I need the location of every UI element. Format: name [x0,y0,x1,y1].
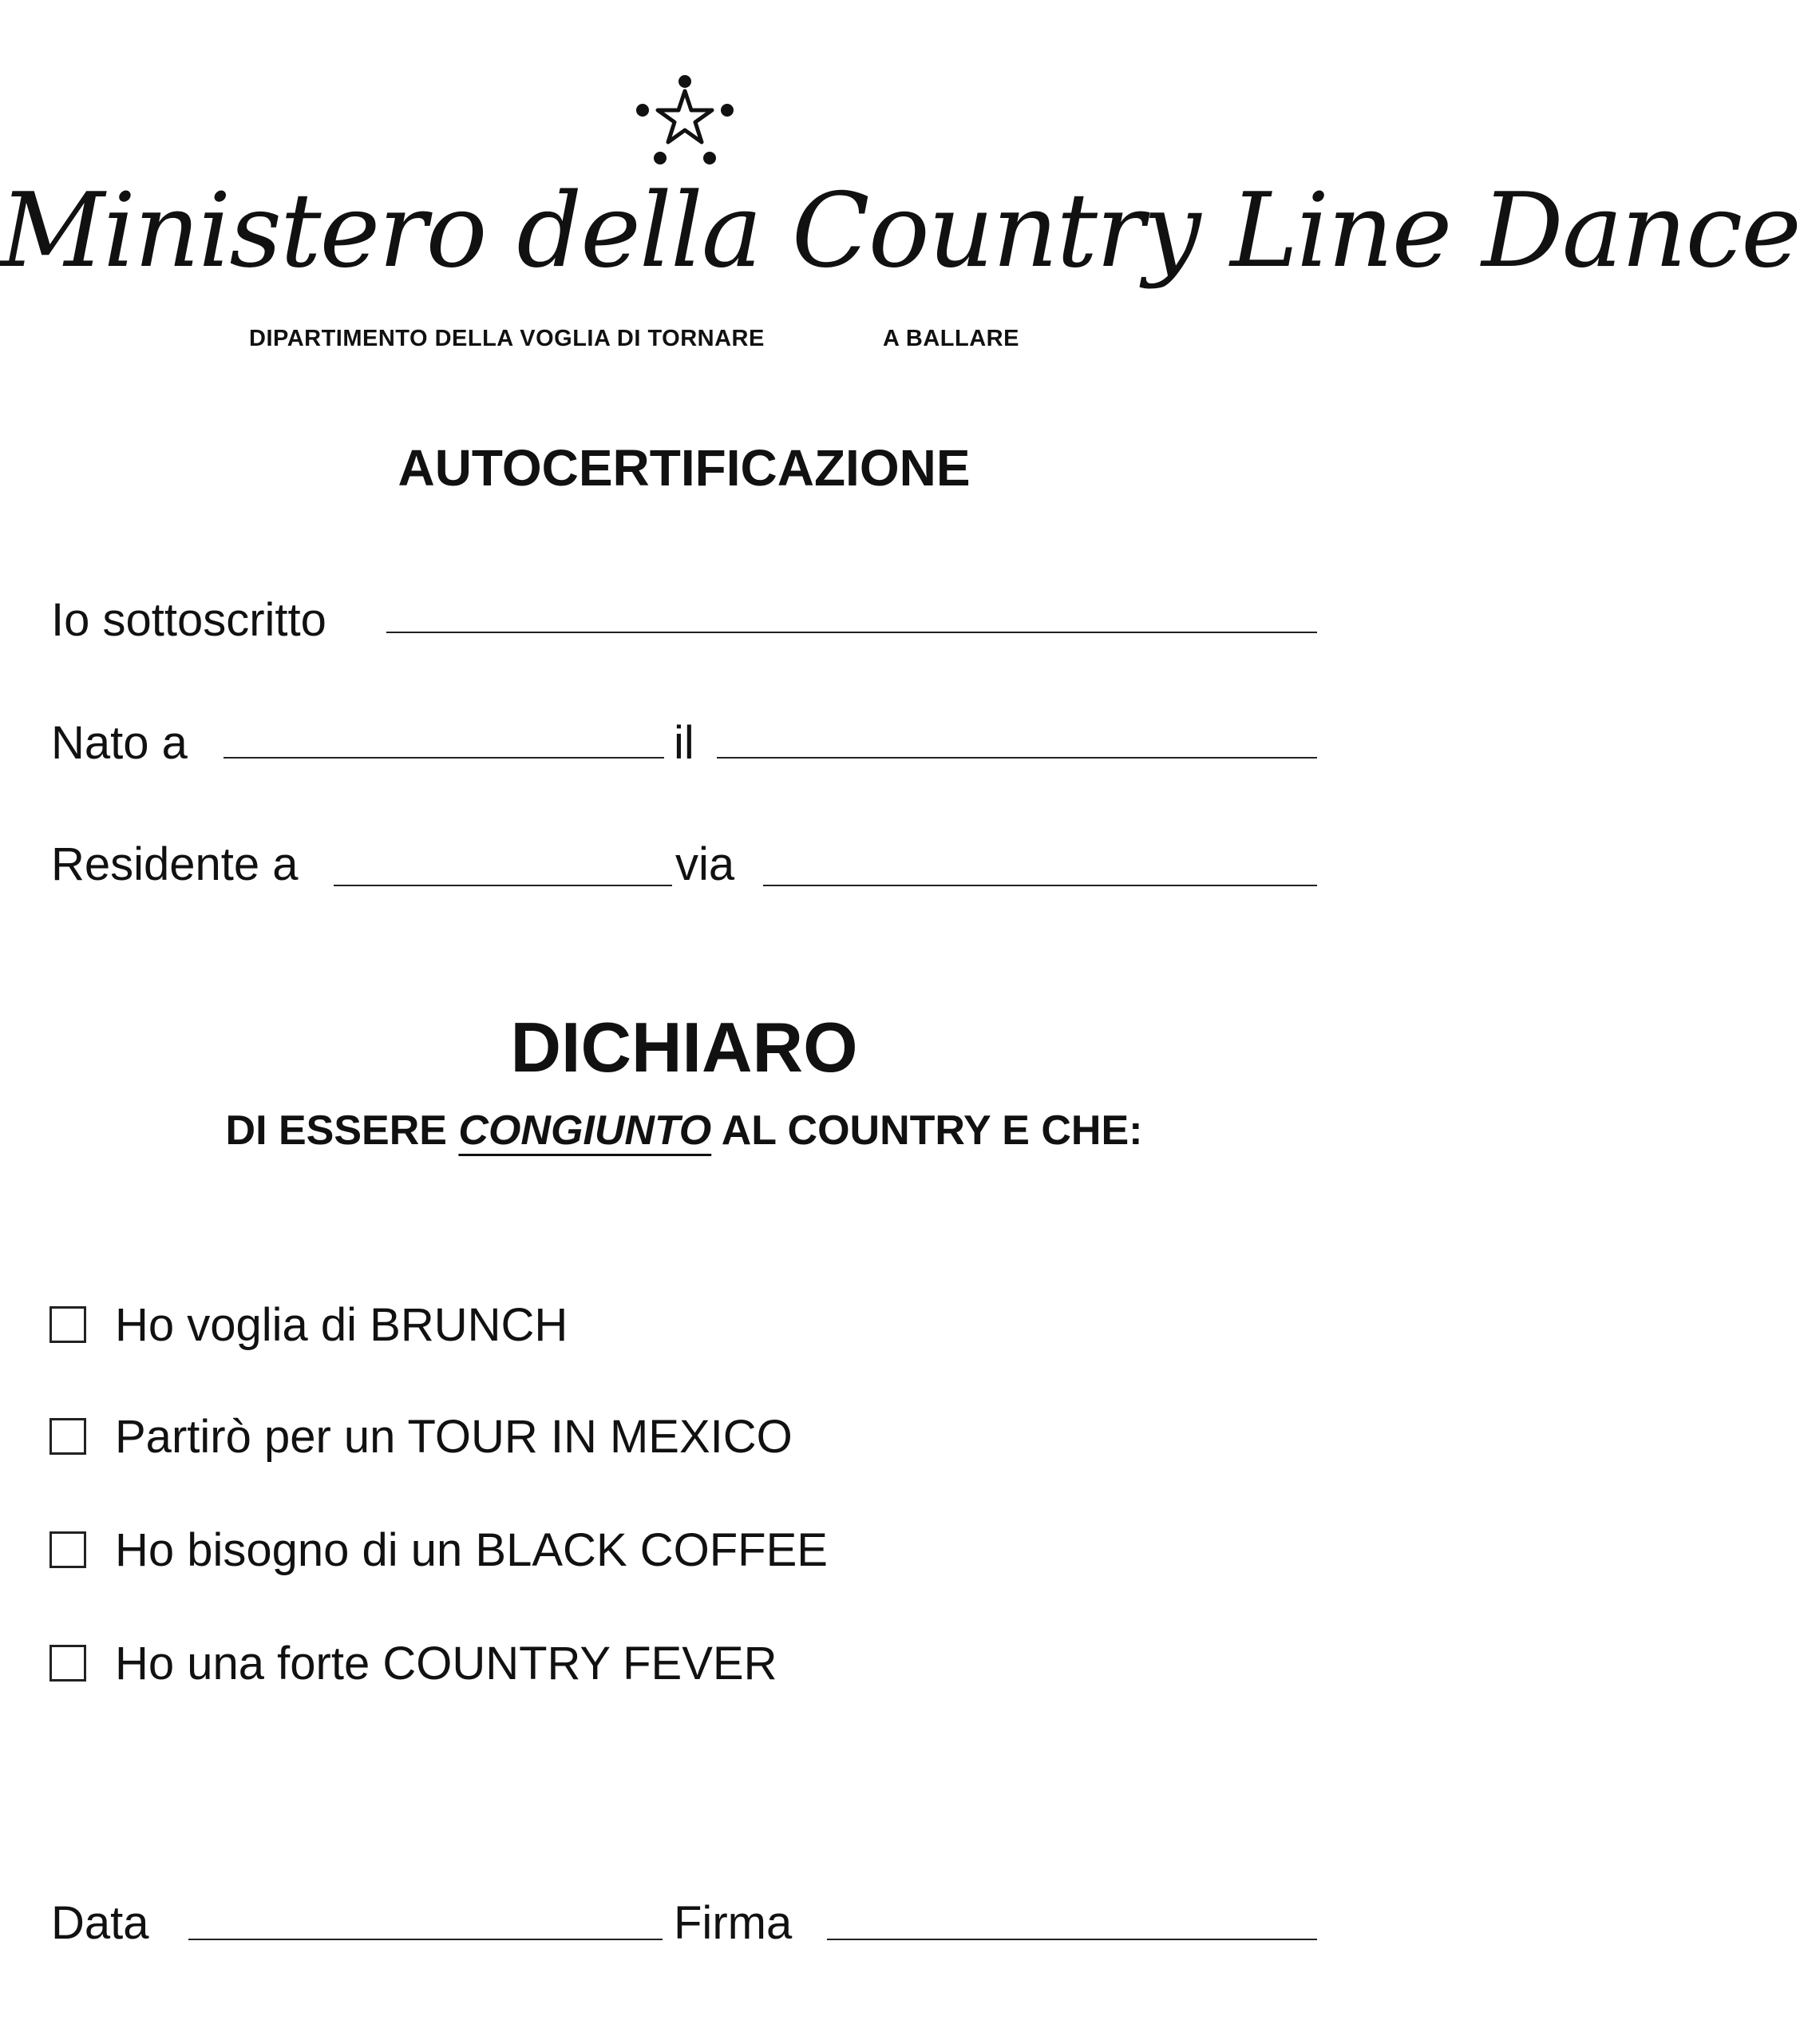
declaration-sub-emphasis: CONGIUNTO [458,1107,712,1154]
signature-label: Firma [674,1897,793,1949]
checkbox[interactable] [49,1645,86,1682]
birthplace-input-line[interactable] [224,757,664,759]
declaration-subheading [0,1105,1368,1156]
signature-input-line[interactable] [827,1939,1317,1940]
date-of-birth-label: il [674,717,694,769]
declaration-sub-before: DI ESSERE [225,1107,459,1154]
street-label: via [675,838,735,890]
born-label: Nato a [51,717,188,769]
option-row[interactable] [49,1522,828,1578]
option-label: Ho bisogno di un BLACK COFFEE [115,1523,828,1576]
undersigned-label: Io sottoscritto [51,594,326,646]
department-text-left: DIPARTIMENTO DELLA VOGLIA DI TORNARE [249,326,765,351]
checkbox[interactable] [49,1306,86,1343]
declaration-sub-after: AL COUNTRY E CHE: [711,1107,1143,1154]
street-input-line[interactable] [763,885,1317,886]
option-row[interactable] [49,1408,793,1464]
date-label: Data [51,1897,149,1949]
option-label: Partirò per un TOUR IN MEXICO [115,1410,793,1463]
resident-label: Residente a [51,838,299,890]
ministry-title: Ministero della Country Line Dance [0,172,1800,291]
checkbox[interactable] [49,1418,86,1455]
residence-input-line[interactable] [334,885,672,886]
option-label: Ho voglia di BRUNCH [115,1298,568,1351]
checkbox[interactable] [49,1531,86,1568]
option-row[interactable] [49,1297,568,1353]
star-emblem-icon [636,73,734,168]
date-input-line[interactable] [188,1939,663,1940]
date-of-birth-input-line[interactable] [717,757,1317,759]
declaration-heading: DICHIARO [510,1008,858,1087]
form-title: AUTOCERTIFICAZIONE [398,439,971,497]
option-row[interactable] [49,1635,777,1691]
undersigned-input-line[interactable] [386,632,1317,633]
department-text-right: A BALLARE [883,326,1019,351]
option-label: Ho una forte COUNTRY FEVER [115,1637,777,1689]
